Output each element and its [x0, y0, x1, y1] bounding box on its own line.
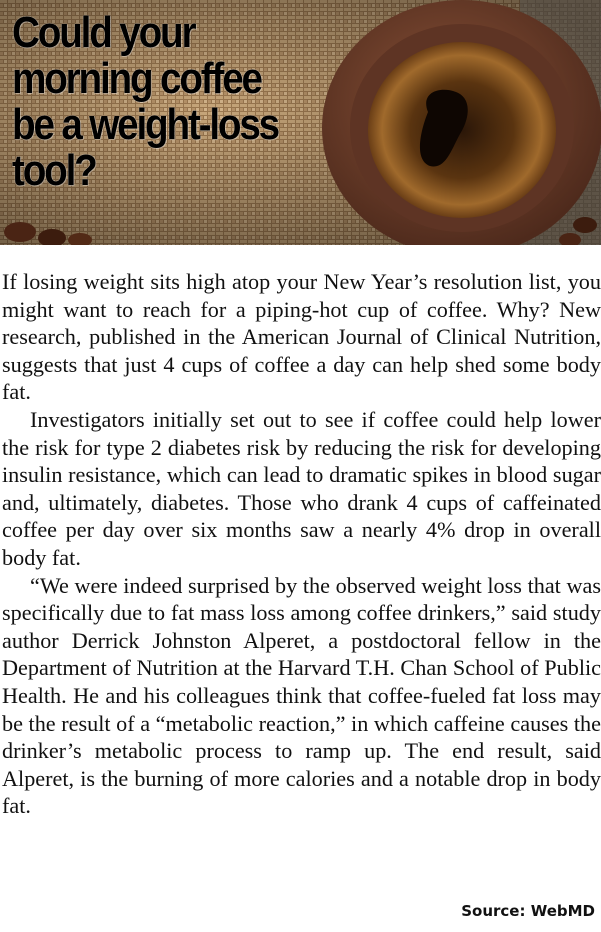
article-body — [2, 268, 601, 820]
hero-image — [0, 0, 601, 245]
article-paragraph: “We were indeed surprised by the observed weight loss that was specifically due to fat mass loss among coffee drinkers,” said study author Derrick Johnston Alperet, a postdoctoral fellow in the Department of Nutrition at the Harvard T.H. Chan School of Public Health. He and his colleagues think that coffee-fueled fat loss may be the result of a “metabolic reaction,” in which caffeine causes the drinker’s metabolic process to ramp up. The end result, said Alperet, is the burning of more calories and a notable drop in body fat. — [2, 572, 601, 819]
article-paragraph: If losing weight sits high atop your New Year’s resolution list, you might want to reach for a piping-hot cup of coffee. Why? New research, published in the American Journal of Clinical Nutrition, suggests that just 4 cups of coffee a day can help shed some body fat. — [2, 269, 601, 405]
headline — [12, 10, 294, 194]
headline-line: Could your — [12, 8, 195, 57]
headline-line: morning coffee — [12, 54, 261, 103]
article-paragraph: Investigators initially set out to see if coffee could help lower the risk for type 2 diabetes risk by reducing the risk for developing insulin resistance, which can lead to dramatic spikes in blood sugar and, ultimately, diabetes. Those who drank 4 cups of caffeinated coffee per day over six months saw a nearly 4% drop in overall body fat. — [2, 406, 601, 570]
headline-line: be a weight-loss — [12, 100, 279, 149]
source-credit: Source: WebMD — [461, 902, 595, 920]
headline-line: tool? — [12, 146, 96, 195]
